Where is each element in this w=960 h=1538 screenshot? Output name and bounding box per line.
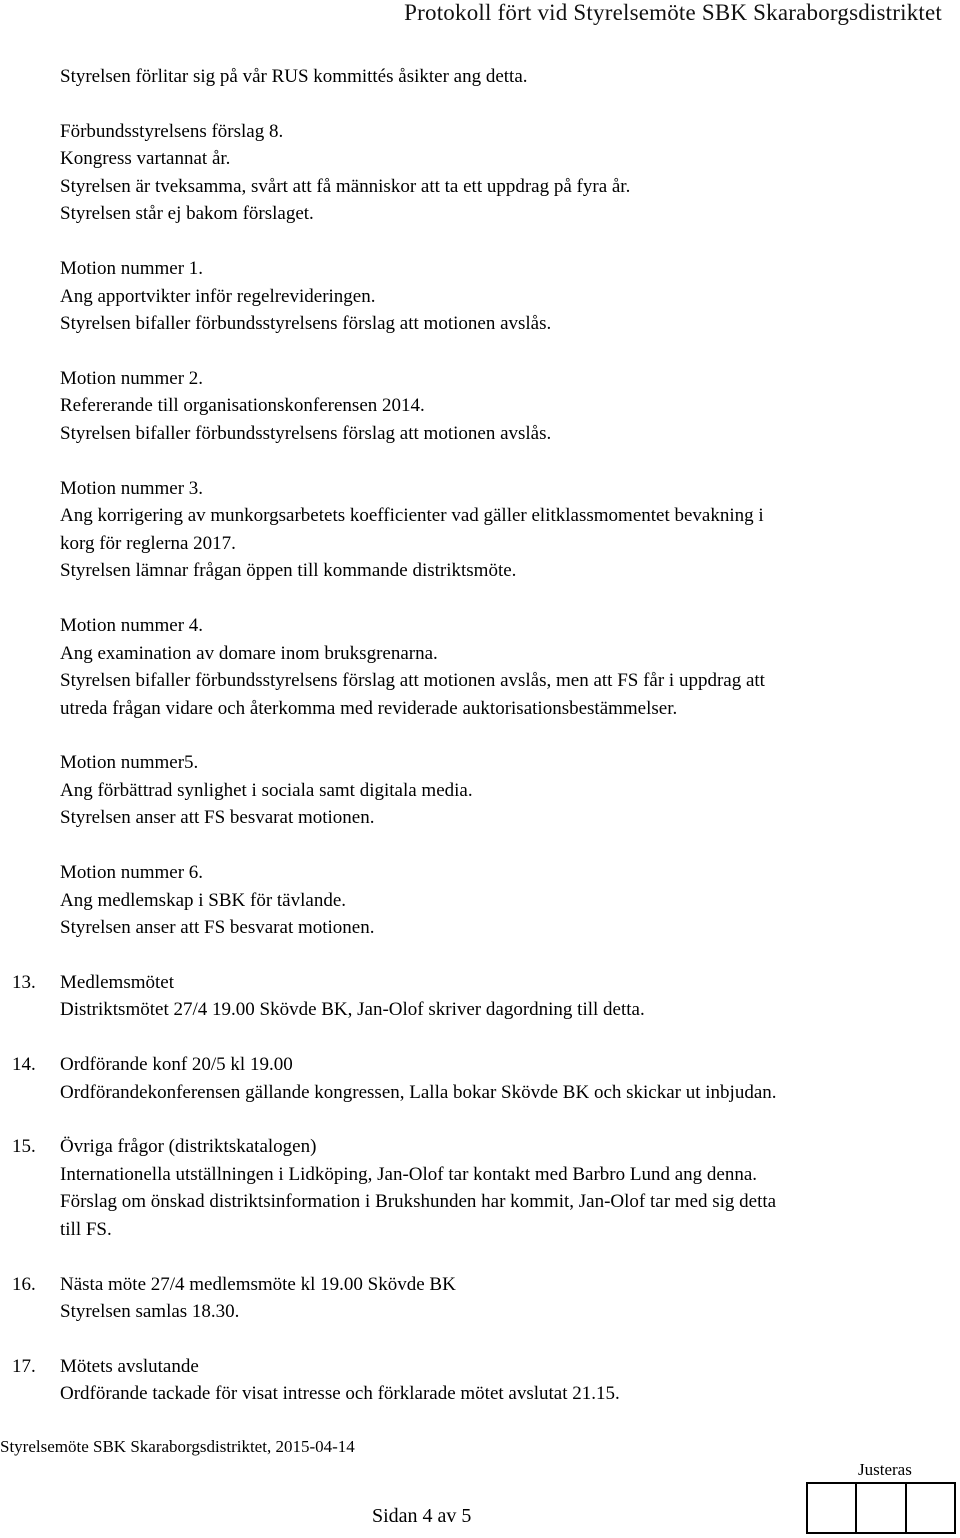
item-heading: Nästa möte 27/4 medlemsmöte kl 19.00 Skövde BK	[60, 1273, 456, 1295]
motion-title: Motion nummer 3.	[60, 477, 204, 499]
text-line: Distriktsmötet 27/4 19.00 Skövde BK, Jan-Olof skriver dagordning till detta.	[60, 999, 645, 1021]
item-heading: Ordförande konf 20/5 kl 19.00	[60, 1054, 293, 1076]
text-line: Förslag om önskad distriktsinformation i Brukshunden har kommit, Jan-Olof tar med sig detta	[60, 1191, 777, 1213]
text-line: Styrelsen lämnar frågan öppen till kommande distriktsmöte.	[60, 560, 517, 582]
text-line: Ang förbättrad synlighet i sociala samt digitala media.	[60, 779, 473, 801]
agenda-item-17	[12, 1353, 960, 1408]
text-line: Styrelsen bifaller förbundsstyrelsens förslag att motionen avslås.	[60, 422, 552, 444]
text-line: Ang korrigering av munkorgsarbetets koefficienter vad gäller elitklassmomentet bevakning i	[60, 505, 764, 527]
text-line: utreda frågan vidare och återkomma med reviderade auktorisationsbestämmelser.	[60, 697, 678, 719]
page-number: Sidan 4 av 5	[372, 1505, 472, 1527]
signature-box	[806, 1482, 857, 1534]
text-line: till FS.	[60, 1219, 112, 1240]
text-line: Internationella utställningen i Lidköping, Jan-Olof tar kontakt med Barbro Lund ang denna.	[60, 1163, 758, 1185]
document-body	[12, 63, 960, 1435]
signature-box	[907, 1482, 956, 1534]
agenda-item-14	[12, 1051, 960, 1106]
motion-block	[60, 365, 960, 448]
item-number: 16.	[12, 1273, 36, 1295]
motion-title: Motion nummer 4.	[60, 614, 204, 636]
motion-block	[60, 612, 960, 722]
item-number: 15.	[12, 1136, 36, 1158]
item-heading: Mötets avslutande	[60, 1355, 199, 1377]
agenda-item-15	[12, 1133, 960, 1243]
motion-block	[60, 859, 960, 942]
item-number: 14.	[12, 1054, 36, 1076]
text-line: Refererande till organisationskonferensen 2014.	[60, 395, 425, 417]
text-line: Styrelsen bifaller förbundsstyrelsens förslag att motionen avslås.	[60, 313, 552, 335]
text-line: Ordförande tackade för visat intresse och förklarade mötet avslutat 21.15.	[60, 1383, 620, 1405]
paragraph	[60, 118, 960, 228]
item-number: 17.	[12, 1355, 36, 1377]
signature-box	[857, 1482, 906, 1534]
text-line: Styrelsen står ej bakom förslaget.	[60, 203, 314, 225]
item-heading: Övriga frågor (distriktskatalogen)	[60, 1136, 317, 1158]
text-line: Styrelsen anser att FS besvarat motionen.	[60, 807, 375, 829]
text-line: Styrelsen är tveksamma, svårt att få människor att ta ett uppdrag på fyra år.	[60, 175, 631, 197]
text-line: Ang medlemskap i SBK för tävlande.	[60, 889, 347, 911]
item-number: 13.	[12, 971, 36, 993]
justeras-label: Justeras	[858, 1460, 912, 1479]
text-line: Styrelsen förlitar sig på vår RUS kommittés åsikter ang detta.	[60, 66, 528, 87]
text-line: Ang apportvikter inför regelrevideringen.	[60, 285, 376, 307]
item-heading: Medlemsmötet	[60, 971, 174, 993]
text-line: Styrelsen bifaller förbundsstyrelsens förslag att motionen avslås, men att FS får i uppdrag att	[60, 670, 765, 692]
text-line: Ang examination av domare inom bruksgrenarna.	[60, 642, 438, 664]
agenda-item-16	[12, 1271, 960, 1326]
motion-block	[60, 475, 960, 585]
text-line: Kongress vartannat år.	[60, 148, 231, 170]
agenda-item-13	[12, 969, 960, 1024]
page-header-title: Protokoll fört vid Styrelsemöte SBK Skaraborgsdistriktet	[404, 0, 942, 25]
text-line: Ordförandekonferensen gällande kongressen, Lalla bokar Skövde BK och skickar ut inbjudan.	[60, 1081, 777, 1103]
motion-title: Motion nummer 2.	[60, 367, 204, 389]
motion-block	[60, 749, 960, 832]
text-line: Förbundsstyrelsens förslag 8.	[60, 120, 284, 142]
text-line: Styrelsen anser att FS besvarat motionen.	[60, 917, 375, 939]
motion-block	[60, 255, 960, 338]
footer-meeting-info: Styrelsemöte SBK Skaraborgsdistriktet, 2015-04-14	[0, 1437, 355, 1456]
paragraph	[60, 63, 960, 91]
text-line: korg för reglerna 2017.	[60, 532, 236, 554]
text-line: Styrelsen samlas 18.30.	[60, 1301, 240, 1323]
motion-title: Motion nummer 6.	[60, 862, 204, 884]
motion-title: Motion nummer5.	[60, 752, 199, 774]
signature-boxes	[806, 1482, 956, 1534]
motion-title: Motion nummer 1.	[60, 257, 204, 279]
